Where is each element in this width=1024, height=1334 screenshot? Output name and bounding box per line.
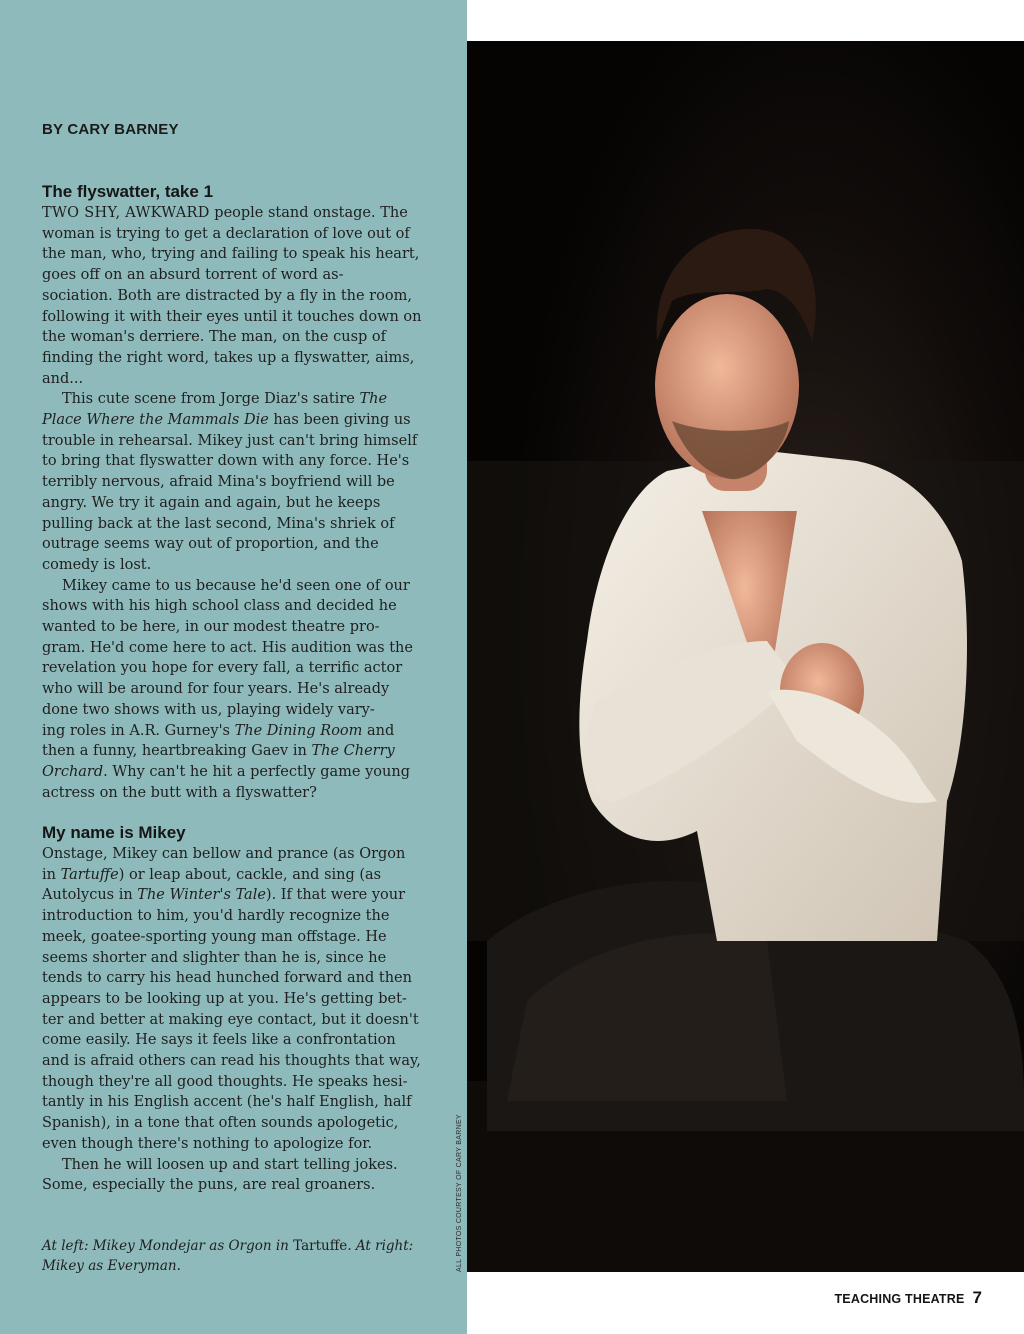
lead-in: TWO SHY, AWKWARD [42, 205, 210, 221]
photo-credit: ALL PHOTOS COURTESY OF CARY BARNEY [456, 1114, 463, 1272]
page-number: 7 [972, 1288, 982, 1307]
text-run: Then he will loosen up and start telling jokes. Some, especially the puns, are real groaners. [42, 1156, 398, 1194]
paragraph [42, 1155, 422, 1196]
text-run: Mikey came to us because he'd seen one of our shows with his high school class and decided he wanted to be here, in our modest theatre pro- gram. He'd come here to act. His audition was the revelation you hope for every fall, a terrific actor who will be around for four years. He's already done two shows with us, playing widely vary- ing roles in A.R. Gurney's [42, 577, 413, 739]
text-run: and then a funny, heartbreaking Gaev in [42, 722, 395, 760]
text-run: Onstage, Mikey can bellow and prance (as Orgon in [42, 846, 406, 883]
work-title: The Winter's Tale [137, 887, 266, 904]
caption-work-title: Tartuffe [293, 1238, 348, 1254]
section-heading: My name is Mikey [42, 823, 186, 842]
section-flyswatter [42, 181, 422, 803]
text-run: This cute scene from Jorge Diaz's satire [62, 391, 360, 408]
work-title: The Place Where the Mammals Die [42, 391, 388, 429]
section-body [42, 844, 422, 1196]
paragraph [42, 389, 422, 575]
text-run: . Why can't he hit a perfectly game young actress on the butt with a flyswatter? [42, 763, 410, 801]
work-title: The Dining Room [234, 722, 363, 739]
publication-name: TEACHING THEATRE [834, 1292, 965, 1306]
caption-text: . At right: Mikey as Everyman. [42, 1238, 414, 1274]
byline: BY CARY BARNEY [42, 121, 179, 138]
work-title: Tartuffe [60, 866, 119, 883]
caption-text: At left: Mikey Mondejar as Orgon in [42, 1238, 294, 1254]
text-run: ). If that were your introduction to him, you'd hardly recognize the meek, goatee-sporting young man offstage. He seems shorter and slighter than he is, since he tends to carry his head hunched forward and then appears to be looking up at you. He's getting bet- ter and better at making eye contact, but it doesn't come easily. He says it feels like a confrontation and is afraid others can read his thoughts that way, though they're all good thoughts. He speaks hesi- tantly in his English accent (he's half English, half Spanish), in a tone that often sounds apologetic, even though there's nothing to apologize for. [42, 887, 421, 1152]
text-run: ) or leap about, cackle, and sing (as Autolycus in [42, 866, 382, 904]
section-my-name-is-mikey [42, 822, 422, 1196]
text-run: people stand onstage. The woman is trying to get a declaration of love out of the man, who, trying and failing to speak his heart, goes off on an absurd torrent of word as- sociation. Both are distracted by a fly in the room, following it with their eyes until it touches down on the woman's derriere. The man, on the cusp of finding the right word, takes up a flyswatter, aims, and... [42, 205, 422, 387]
paragraph [42, 576, 422, 804]
text-run: has been giving us trouble in rehearsal. Mikey just can't bring himself to bring that flyswatter down with any force. He's terribly nervous, afraid Mina's boyfriend will be angry. We try it again and again, but he keeps pulling back at the last second, Mina's shriek of outrage seems way out of proportion, and the comedy is lost. [42, 412, 418, 573]
photo-caption [42, 1236, 422, 1276]
page-footer [834, 1288, 982, 1308]
actor-photo [467, 41, 1024, 1272]
section-heading: The flyswatter, take 1 [42, 182, 214, 201]
actor-illustration [467, 41, 1024, 1272]
section-body [42, 203, 422, 803]
work-title: The Cherry Orchard [42, 743, 395, 780]
paragraph [42, 844, 422, 1155]
paragraph [42, 203, 422, 389]
